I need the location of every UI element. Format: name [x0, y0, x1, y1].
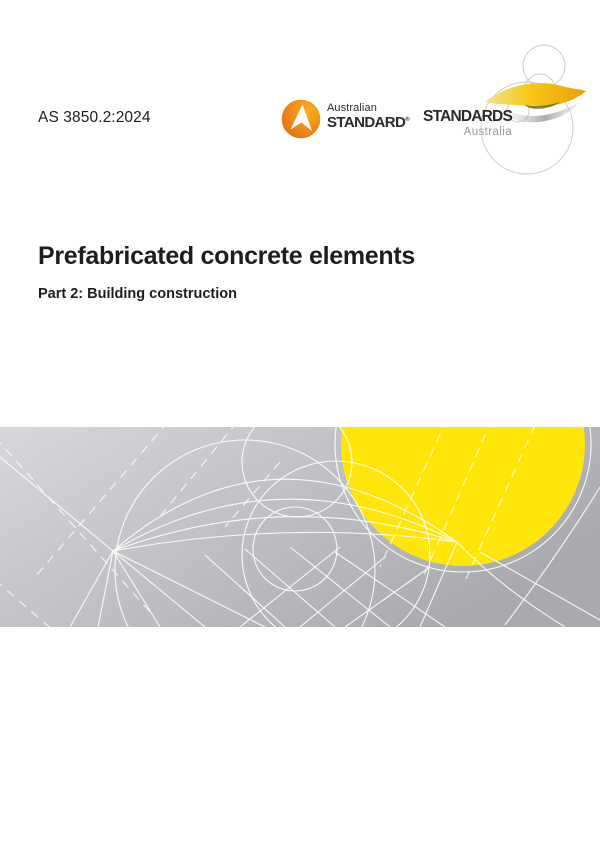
document-title: Prefabricated concrete elements [38, 242, 415, 270]
standards-australia-logo [423, 40, 600, 175]
document-code: AS 3850.2:2024 [38, 109, 151, 126]
geometric-pattern-graphic [0, 427, 600, 627]
document-subtitle: Part 2: Building construction [38, 285, 237, 302]
australian-standard-wordmark [327, 103, 410, 130]
australian-standard-logo [281, 99, 411, 141]
registered-trademark-symbol: ® [405, 117, 410, 123]
decorative-band [0, 427, 600, 627]
australian-standard-circle-icon [281, 99, 321, 139]
title-block [38, 243, 415, 302]
sa-logo-line2: Australia [463, 125, 512, 138]
sa-logo-line1: STANDARDS [423, 108, 512, 125]
standards-australia-wordmark [423, 109, 512, 138]
as-logo-line2: STANDARD® [327, 114, 410, 131]
as-logo-line1: Australian [327, 102, 377, 114]
